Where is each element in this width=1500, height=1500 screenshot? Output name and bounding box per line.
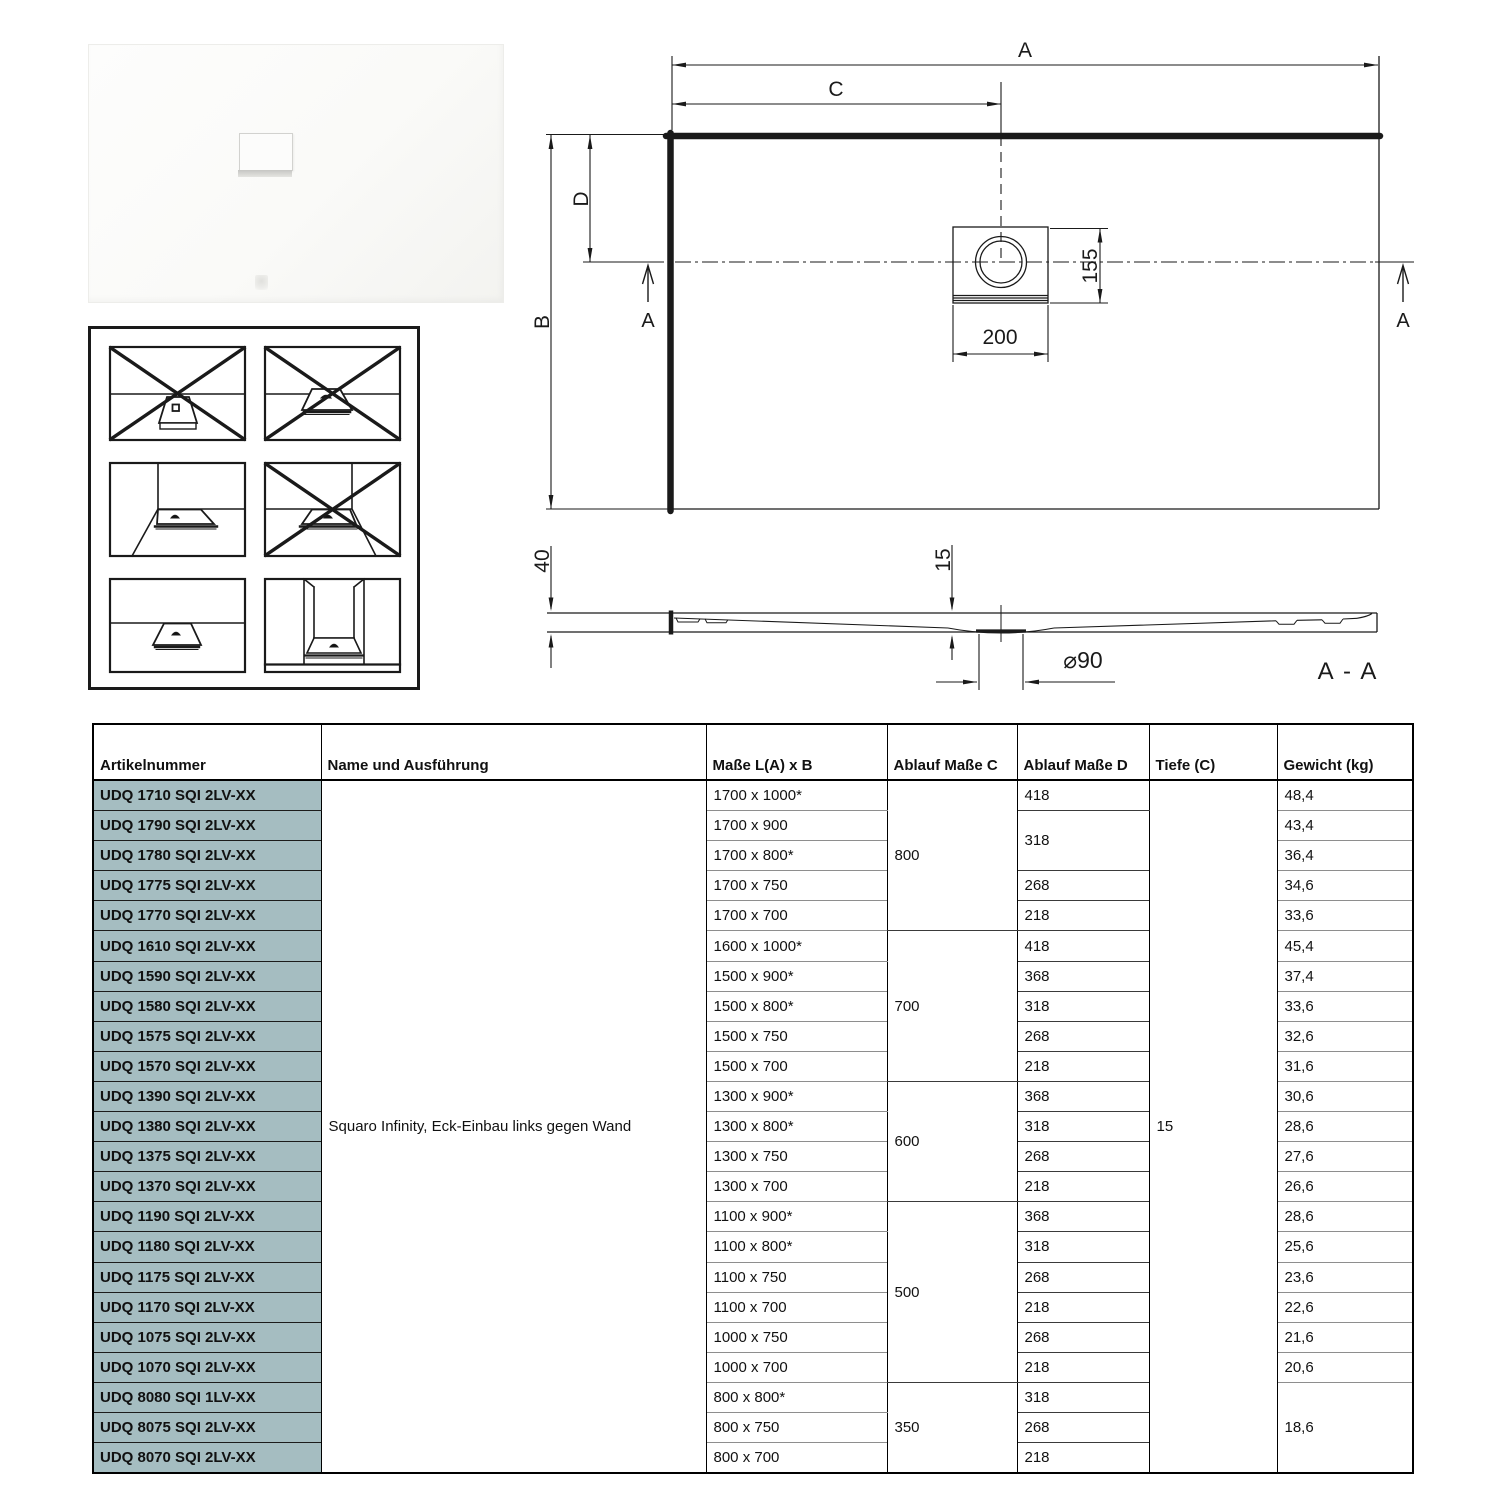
artikelnummer-cell: UDQ 1770 SQI 2LV-XX [93,901,321,931]
drain-cover-photo [239,133,293,171]
arrow-left-icon [672,102,686,107]
arrow-right-icon [1034,352,1048,357]
artikelnummer-cell: UDQ 1075 SQI 2LV-XX [93,1322,321,1352]
column-header-3: Ablauf Maße C [887,724,1017,780]
gewicht-cell: 30,6 [1277,1081,1413,1111]
ablauf-d-cell: 318 [1017,1382,1149,1412]
gewicht-cell: 33,6 [1277,901,1413,931]
masse-cell: 1300 x 750 [706,1142,887,1172]
artikelnummer-cell: UDQ 1170 SQI 2LV-XX [93,1292,321,1322]
spec-table-container [92,723,1414,1474]
dim-40 [531,546,554,668]
arrow-right-icon [1364,63,1378,68]
pictogram-wall-allowed [110,579,245,672]
dimension-drawing-top-view [520,25,1500,525]
masse-cell: 1300 x 700 [706,1172,887,1202]
masse-cell: 1500 x 700 [706,1051,887,1081]
artikelnummer-cell: UDQ 1070 SQI 2LV-XX [93,1352,321,1382]
artikelnummer-cell: UDQ 1710 SQI 2LV-XX [93,780,321,811]
masse-cell: 1100 x 800* [706,1232,887,1262]
pictogram-wall-crossed [265,347,400,440]
ablauf-d-cell: 218 [1017,1443,1149,1474]
arrow-up-icon [1098,229,1103,243]
masse-cell: 1100 x 700 [706,1292,887,1322]
ablauf-d-cell: 318 [1017,811,1149,871]
artikelnummer-cell: UDQ 1570 SQI 2LV-XX [93,1051,321,1081]
tray-outline [666,56,1380,511]
masse-cell: 1700 x 900 [706,811,887,841]
gewicht-cell: 33,6 [1277,991,1413,1021]
brand-logo [255,275,268,290]
dim-15-label: 15 [932,548,955,572]
column-header-4: Ablauf Maße D [1017,724,1149,780]
gewicht-cell: 28,6 [1277,1112,1413,1142]
dim-200 [953,305,1048,362]
artikelnummer-cell: UDQ 8080 SQI 1LV-XX [93,1382,321,1412]
ablauf-c-cell: 600 [887,1081,1017,1201]
section-cut-marks [641,266,1410,333]
pictogram-freestanding-crossed [110,347,245,440]
spec-table [92,723,1414,1474]
table-header-row [93,724,1413,780]
column-header-1: Name und Ausführung [321,724,706,780]
arrow-up-icon [950,635,955,649]
artikelnummer-cell: UDQ 8070 SQI 2LV-XX [93,1443,321,1474]
artikelnummer-cell: UDQ 1380 SQI 2LV-XX [93,1112,321,1142]
name-cell: Squaro Infinity, Eck-Einbau links gegen Wand [321,780,706,1473]
pictogram-corner-left-allowed [110,463,245,556]
ablauf-d-cell: 218 [1017,1172,1149,1202]
masse-cell: 1000 x 750 [706,1322,887,1352]
dim-90-label: ⌀90 [1063,647,1103,673]
dim-b-label: B [531,314,554,330]
ablauf-d-cell: 368 [1017,1202,1149,1232]
masse-cell: 1500 x 900* [706,961,887,991]
masse-cell: 1300 x 900* [706,1081,887,1111]
column-header-2: Maße L(A) x B [706,724,887,780]
dim-a-label: A [1017,39,1033,62]
artikelnummer-cell: UDQ 1590 SQI 2LV-XX [93,961,321,991]
section-drawing [520,530,1500,700]
masse-cell: 1700 x 700 [706,901,887,931]
artikelnummer-cell: UDQ 8075 SQI 2LV-XX [93,1412,321,1442]
gewicht-cell: 34,6 [1277,871,1413,901]
ablauf-d-cell: 268 [1017,1142,1149,1172]
ablauf-d-cell: 218 [1017,1051,1149,1081]
section-mark-left-label: A [641,310,655,332]
artikelnummer-cell: UDQ 1390 SQI 2LV-XX [93,1081,321,1111]
arrow-up-icon [549,634,554,648]
pictogram-corner-right-crossed [265,463,400,556]
masse-cell: 800 x 750 [706,1412,887,1442]
artikelnummer-cell: UDQ 1575 SQI 2LV-XX [93,1021,321,1051]
ablauf-d-cell: 218 [1017,1352,1149,1382]
artikelnummer-cell: UDQ 1780 SQI 2LV-XX [93,841,321,871]
dim-155-label: 155 [1079,248,1102,284]
column-header-0: Artikelnummer [93,724,321,780]
gewicht-cell: 22,6 [1277,1292,1413,1322]
ablauf-d-cell: 218 [1017,901,1149,931]
ablauf-d-cell: 268 [1017,1322,1149,1352]
ablauf-d-cell: 368 [1017,961,1149,991]
arrow-down-icon [588,248,593,262]
masse-cell: 1300 x 800* [706,1112,887,1142]
gewicht-cell: 36,4 [1277,841,1413,871]
artikelnummer-cell: UDQ 1180 SQI 2LV-XX [93,1232,321,1262]
artikelnummer-cell: UDQ 1175 SQI 2LV-XX [93,1262,321,1292]
column-header-5: Tiefe (C) [1149,724,1277,780]
arrow-down-icon [950,598,955,612]
section-mark-right-label: A [1396,310,1410,332]
installation-pictograms [88,326,420,690]
arrow-up-icon [549,135,554,149]
arrow-left-icon [1025,680,1039,685]
artikelnummer-cell: UDQ 1375 SQI 2LV-XX [93,1142,321,1172]
ablauf-c-cell: 800 [887,780,1017,931]
dim-d [570,135,648,262]
masse-cell: 1700 x 750 [706,871,887,901]
section-title: A - A [1317,658,1379,685]
arrow-down-icon [1098,289,1103,303]
masse-cell: 1100 x 750 [706,1262,887,1292]
dim-diameter-90 [936,634,1115,690]
artikelnummer-cell: UDQ 1610 SQI 2LV-XX [93,931,321,961]
masse-cell: 1600 x 1000* [706,931,887,961]
dim-15 [932,545,955,660]
ablauf-c-cell: 700 [887,931,1017,1081]
gewicht-cell: 25,6 [1277,1232,1413,1262]
masse-cell: 1700 x 800* [706,841,887,871]
ablauf-d-cell: 368 [1017,1081,1149,1111]
ablauf-d-cell: 218 [1017,1292,1149,1322]
ablauf-d-cell: 318 [1017,1112,1149,1142]
dim-155 [1050,229,1108,304]
tiefe-cell: 15 [1149,780,1277,1473]
masse-cell: 1500 x 800* [706,991,887,1021]
arrow-right-icon [987,102,1001,107]
gewicht-cell: 28,6 [1277,1202,1413,1232]
column-header-6: Gewicht (kg) [1277,724,1413,780]
gewicht-cell: 45,4 [1277,931,1413,961]
masse-cell: 1500 x 750 [706,1021,887,1051]
arrow-down-icon [549,598,554,612]
tray-section-profile [547,605,1377,642]
gewicht-cell: 23,6 [1277,1262,1413,1292]
masse-cell: 1700 x 1000* [706,780,887,811]
ablauf-d-cell: 318 [1017,991,1149,1021]
dim-d-label: D [570,191,593,207]
arrow-up-icon [588,135,593,149]
dim-200-label: 200 [982,326,1018,349]
gewicht-cell: 37,4 [1277,961,1413,991]
gewicht-cell: 18,6 [1277,1382,1413,1473]
ablauf-d-cell: 318 [1017,1232,1149,1262]
dim-40-label: 40 [531,549,554,573]
masse-cell: 800 x 800* [706,1382,887,1412]
masse-cell: 1000 x 700 [706,1352,887,1382]
ablauf-d-cell: 268 [1017,871,1149,901]
ablauf-c-cell: 500 [887,1202,1017,1383]
ablauf-d-cell: 418 [1017,931,1149,961]
ablauf-d-cell: 268 [1017,1262,1149,1292]
gewicht-cell: 20,6 [1277,1352,1413,1382]
gewicht-cell: 31,6 [1277,1051,1413,1081]
arrow-right-icon [963,680,977,685]
gewicht-cell: 48,4 [1277,780,1413,811]
dim-c-label: C [828,78,844,101]
arrow-left-icon [672,63,686,68]
artikelnummer-cell: UDQ 1775 SQI 2LV-XX [93,871,321,901]
artikelnummer-cell: UDQ 1370 SQI 2LV-XX [93,1172,321,1202]
arrow-left-icon [953,352,967,357]
gewicht-cell: 27,6 [1277,1142,1413,1172]
table-row [93,780,1413,811]
gewicht-cell: 43,4 [1277,811,1413,841]
arrow-down-icon [549,495,554,509]
ablauf-c-cell: 350 [887,1382,1017,1473]
dim-a [672,39,1378,130]
pictogram-outer-frame [90,328,419,689]
ablauf-d-cell: 268 [1017,1412,1149,1442]
masse-cell: 1100 x 900* [706,1202,887,1232]
artikelnummer-cell: UDQ 1790 SQI 2LV-XX [93,811,321,841]
dim-c [672,78,1001,262]
gewicht-cell: 21,6 [1277,1322,1413,1352]
ablauf-d-cell: 418 [1017,780,1149,811]
gewicht-cell: 32,6 [1277,1021,1413,1051]
masse-cell: 800 x 700 [706,1443,887,1474]
gewicht-cell: 26,6 [1277,1172,1413,1202]
ablauf-d-cell: 268 [1017,1021,1149,1051]
artikelnummer-cell: UDQ 1580 SQI 2LV-XX [93,991,321,1021]
artikelnummer-cell: UDQ 1190 SQI 2LV-XX [93,1202,321,1232]
pictogram-niche-allowed [265,579,400,672]
product-photo [88,44,504,303]
drain-shadow [238,170,292,177]
